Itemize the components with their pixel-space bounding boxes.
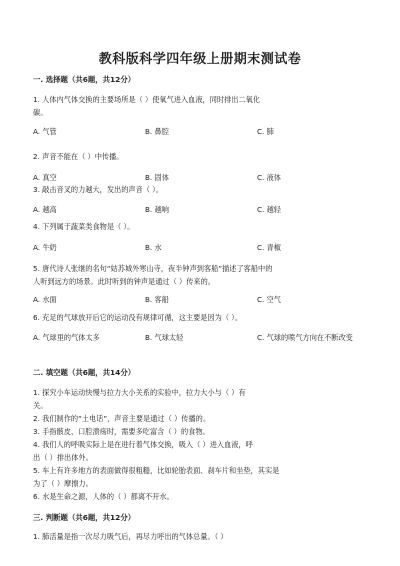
option: C. 空气 [257,295,281,304]
question [33,93,369,119]
question-text: 6. 充足的气球放开后它的运动没有规律可循，这主要是因为（ ）。 [33,313,243,322]
question [33,262,369,288]
option: C. 越轻 [257,205,281,214]
option: B. 固体 [145,173,169,182]
question-text: 5. 唐代诗人张继的名句“姑苏城外寒山寺，夜半钟声到客船”描述了客船中的 [33,264,273,273]
question [33,311,369,324]
question-text: 2. 声音不能在（ ）中传播。 [33,152,124,161]
fill-line: 关。 [33,401,48,410]
judge-line: 1. 肺活量是指一次尽力吸气后，再尽力呼出的气体总量。（ ） [33,532,228,541]
question-text: 人听到远方的场景。此时听到的钟声是通过（ ）传来的。 [33,277,215,286]
fill-line: 1. 探究小车运动快慢与拉力大小关系的实验中，拉力大小与（ ）有 [33,388,246,397]
option: A. 真空 [33,173,57,182]
option: A. 水面 [33,295,57,304]
option: B. 鼻腔 [145,127,169,136]
option: C. 液体 [257,173,281,182]
question [33,183,369,196]
fill-line: 3. 手指骸皮、口腔溃疡时，需要多吃富含（ ）的食物。 [33,427,210,436]
option: A. 气管 [33,127,57,136]
option: A. 牛奶 [33,243,57,252]
option: B. 客船 [145,295,169,304]
fill-line: 出（ ）排出体外。 [33,453,93,462]
judge-questions [33,530,369,543]
question-text: 1. 人体内气体交换的主要场所是（ ）使氧气进入血液，同时排出二氧化 [33,95,261,104]
option: A. 气球里的气体太多 [33,333,100,342]
option: C. 青椒 [257,243,281,252]
fill-questions [33,386,369,503]
option: B. 越响 [145,205,169,214]
question [33,220,369,233]
question-text: 3. 敲击音叉的力越大，发出的声音（ ）。 [33,185,164,194]
option: C. 气球的喷气方向在不断改变 [257,333,353,342]
page-title: 教科版科学四年级上册期末测试卷 [98,52,302,67]
question-text: 4. 下列属于蔬菜类食物是（ ）。 [33,222,135,231]
fill-line: 5. 车上有许多地方的表面做得很粗糙，比如轮胎表面、刹车片和坐垫，其实是 [33,466,280,475]
fill-line: 6. 水是生命之源，人体的（ ）都离不开水。 [33,492,174,501]
section-header-choice: 一. 选择题（共6题，共12分） [33,75,136,84]
question-text: 碳。 [33,108,48,117]
option: B. 水 [145,243,162,252]
option: B. 气球太轻 [145,333,184,342]
section-header-judge: 三. 判断题（共6题，共12分） [33,513,136,522]
fill-line: 为了（ ）摩擦力。 [33,479,93,488]
fill-line: 4. 我们人的呼吸实际上是在进行着气体交换，吸入（ ）进入血液，呼 [33,440,253,449]
fill-line: 2. 我们制作的“土电话”，声音主要是通过（ ）传播的。 [33,414,211,423]
option: C. 肺 [257,127,274,136]
question [33,150,369,163]
option: A. 越高 [33,205,57,214]
section-header-fill: 二. 填空题（共6题，共14分） [33,368,136,377]
